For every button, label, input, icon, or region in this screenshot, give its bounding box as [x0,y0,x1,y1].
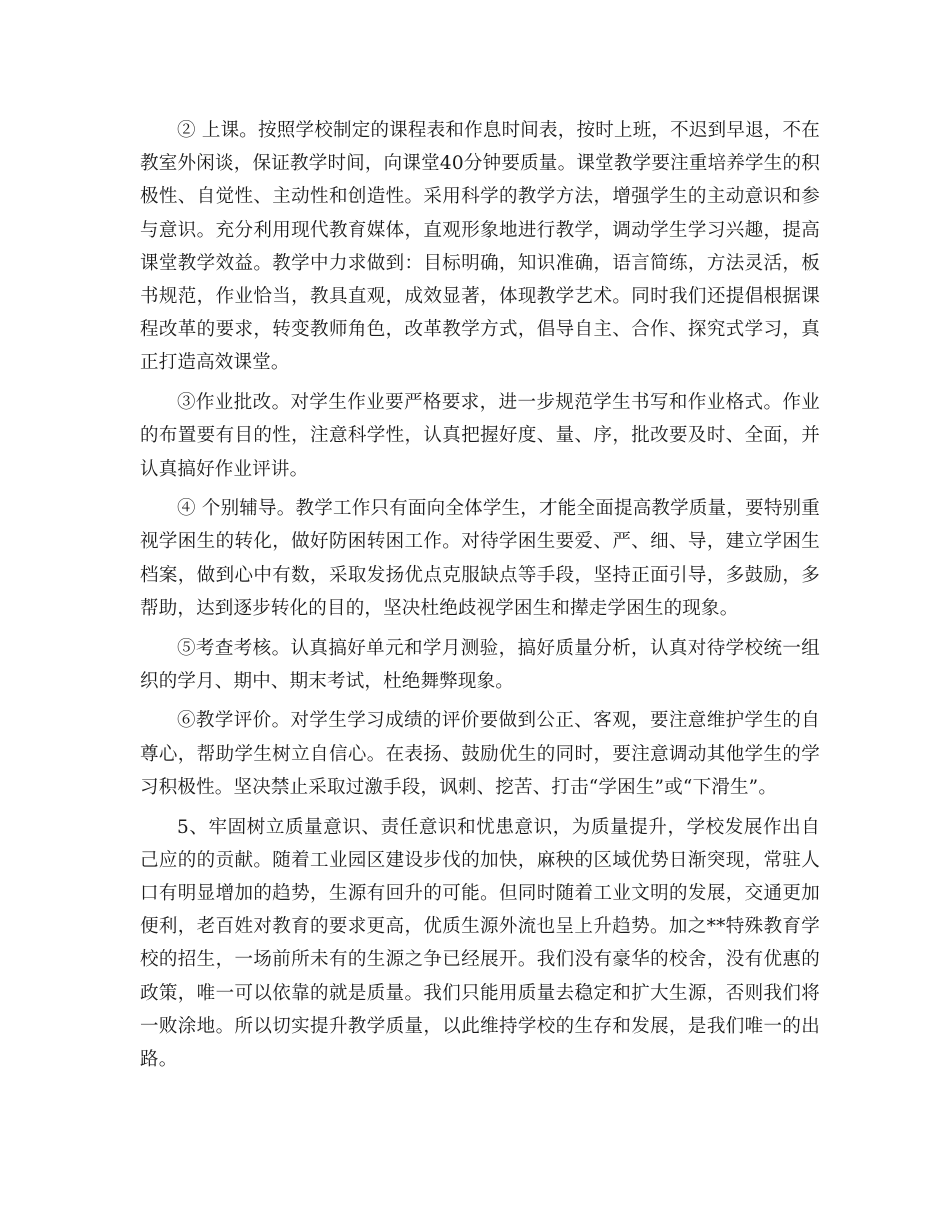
paragraph-homework-grading: ③作业批改。对学生作业要严格要求，进一步规范学生书写和作业格式。作业的布置要有目的性，注意科学性，认真把握好度、量、序，批改要及时、全面，并认真搞好作业评讲。 [140,392,820,480]
paragraph-individual-tutoring: ④ 个别辅导。教学工作只有面向全体学生，才能全面提高教学质量，要特别重视学困生的转化，做好防困转困工作。对待学困生要爱、严、细、导，建立学困生档案，做到心中有数，采取发扬优点克服缺点等手段，坚持正面引导，多鼓励，多帮助，达到逐步转化的目的，坚决杜绝歧视学困生和撵走学困生的现象。 [140,498,820,619]
document-body [140,114,820,1083]
paragraph-teaching-evaluation: ⑥教学评价。对学生学习成绩的评价要做到公正、客观，要注意维护学生的自尊心，帮助学生树立自信心。在表扬、鼓励优生的同时，要注意调动其他学生的学习积极性。坚决禁止采取过激手段，讽刺、挖苦、打击“学困生”或“下滑生”。 [140,710,820,798]
paragraph-assessment: ⑤考查考核。认真搞好单元和学月测验，搞好质量分析，认真对待学校统一组织的学月、期中、期末考试，杜绝舞弊现象。 [140,637,820,692]
paragraph-quality-awareness: 5、牢固树立质量意识、责任意识和忧患意识，为质量提升，学校发展作出自己应的的贡献。随着工业园区建设步伐的加快，麻秧的区域优势日渐突现，常驻人口有明显增加的趋势，生源有回升的可能。但同时随着工业文明的发展，交通更加便利，老百姓对教育的要求更高，优质生源外流也呈上升趋势。加之**特殊教育学校的招生，一场前所未有的生源之争已经展开。我们没有豪华的校舍，没有优惠的政策，唯一可以依靠的就是质量。我们只能用质量去稳定和扩大生源，否则我们将一败涂地。所以切实提升教学质量，以此维持学校的生存和发展，是我们唯一的出路。 [140,816,820,1070]
paragraph-attend-class: ② 上课。按照学校制定的课程表和作息时间表，按时上班，不迟到早退，不在教室外闲谈，保证教学时间，向课堂40分钟要质量。课堂教学要注重培养学生的积极性、自觉性、主动性和创造性。采用科学的教学方法，增强学生的主动意识和参与意识。充分利用现代教育媒体，直观形象地进行教学，调动学生学习兴趣，提高课堂教学效益。教学中力求做到：目标明确，知识准确，语言简练，方法灵活，板书规范，作业恰当，教具直观，成效显著，体现教学艺术。同时我们还提倡根据课程改革的要求，转变教师角色，改革教学方式，倡导自主、合作、探究式学习，真正打造高效课堂。 [140,120,820,374]
